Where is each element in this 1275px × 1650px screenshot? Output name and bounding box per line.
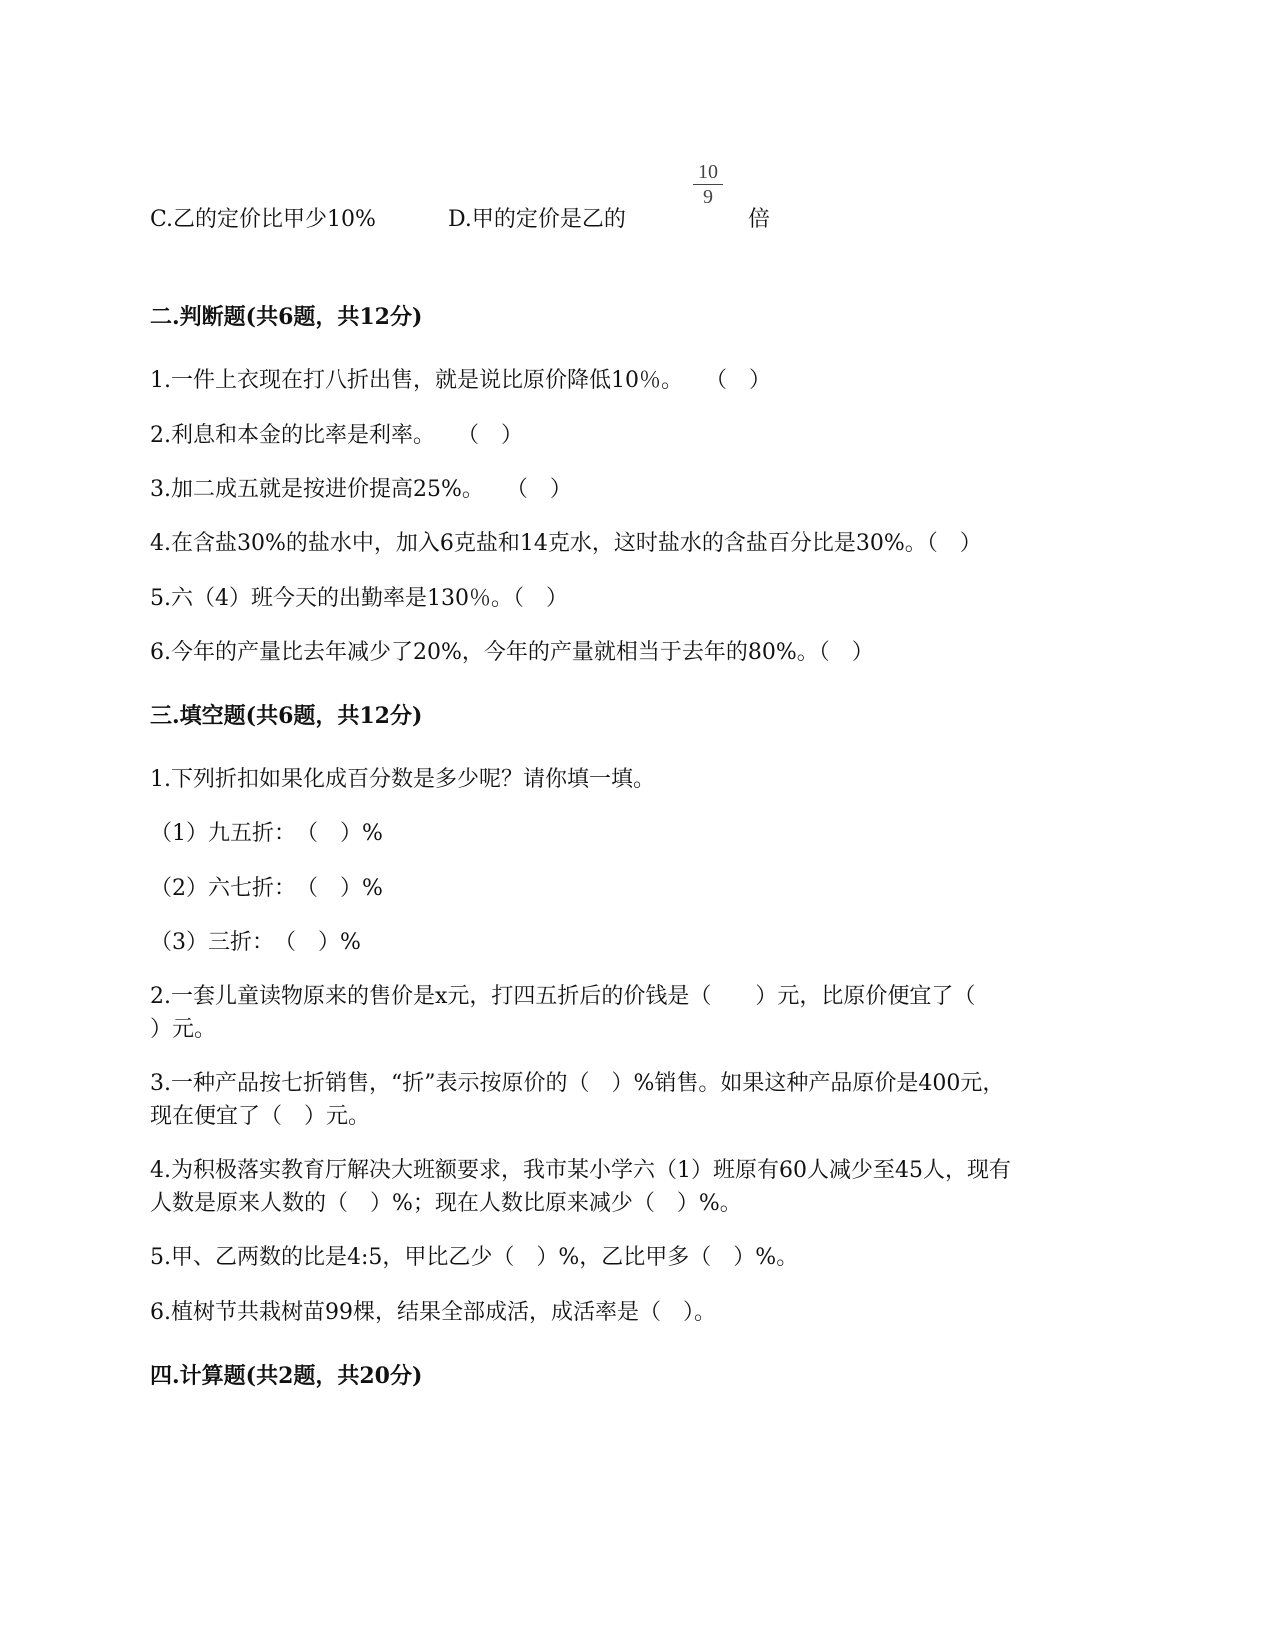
fill-item-2-line-2: ）元。 (150, 1017, 217, 1042)
fill-item-4-line-2: 人数是原来人数的（ ）%；现在人数比原来减少（ ）%。 (150, 1191, 742, 1216)
fill-item-1-part-2: （2）六七折： （ ）% (150, 876, 383, 901)
option-d-prefix: D.甲的定价是乙的 (448, 207, 626, 232)
section-3-heading: 三.填空题(共6题，共12分) (150, 703, 423, 729)
fill-item-3-line-2: 现在便宜了（ ）元。 (150, 1104, 371, 1129)
judge-item-3: 3.加二成五就是按进价提高25%。 （ ） (150, 477, 572, 502)
fraction-denominator: 9 (703, 186, 713, 208)
judge-item-5: 5.六（4）班今天的出勤率是130％。（ ） (150, 586, 568, 611)
fill-item-1-part-1: （1）九五折： （ ）% (150, 821, 383, 846)
fill-item-1-part-3: （3）三折： （ ）% (150, 930, 361, 955)
fraction-10-9 (693, 161, 723, 208)
section-2-heading: 二.判断题(共6题，共12分) (150, 304, 423, 330)
judge-item-6: 6.今年的产量比去年减少了20%，今年的产量就相当于去年的80%。（ ） (150, 640, 874, 665)
judge-item-4: 4.在含盐30%的盐水中，加入6克盐和14克水，这时盐水的含盐百分比是30%。（ ） (150, 531, 982, 556)
fill-item-1: 1.下列折扣如果化成百分数是多少呢？请你填一填。 (150, 767, 655, 792)
fill-item-2-line-1: 2.一套儿童读物原来的售价是x元，打四五折后的价钱是（ ）元，比原价便宜了（ (150, 984, 976, 1009)
fill-item-4-line-1: 4.为积极落实教育厅解决大班额要求，我市某小学六（1）班原有60人减少至45人，现有 (150, 1158, 1011, 1183)
fill-item-3-line-1: 3.一种产品按七折销售，“折”表示按原价的（ ）%销售。如果这种产品原价是400元， (150, 1071, 1005, 1096)
judge-item-2: 2.利息和本金的比率是利率。 （ ） (150, 423, 523, 448)
fraction-numerator: 10 (698, 161, 718, 183)
section-4-heading: 四.计算题(共2题，共20分) (150, 1363, 423, 1389)
option-d-suffix: 倍 (748, 207, 771, 232)
fraction-bar (693, 184, 723, 185)
fill-item-5: 5.甲、乙两数的比是4:5，甲比乙少（ ）%，乙比甲多（ ）%。 (150, 1245, 799, 1270)
fill-item-6: 6.植树节共栽树苗99棵，结果全部成活，成活率是（ ）。 (150, 1300, 716, 1325)
option-c: C.乙的定价比甲少10% (150, 207, 376, 232)
judge-item-1: 1.一件上衣现在打八折出售，就是说比原价降低10％。 （ ） (150, 368, 771, 393)
